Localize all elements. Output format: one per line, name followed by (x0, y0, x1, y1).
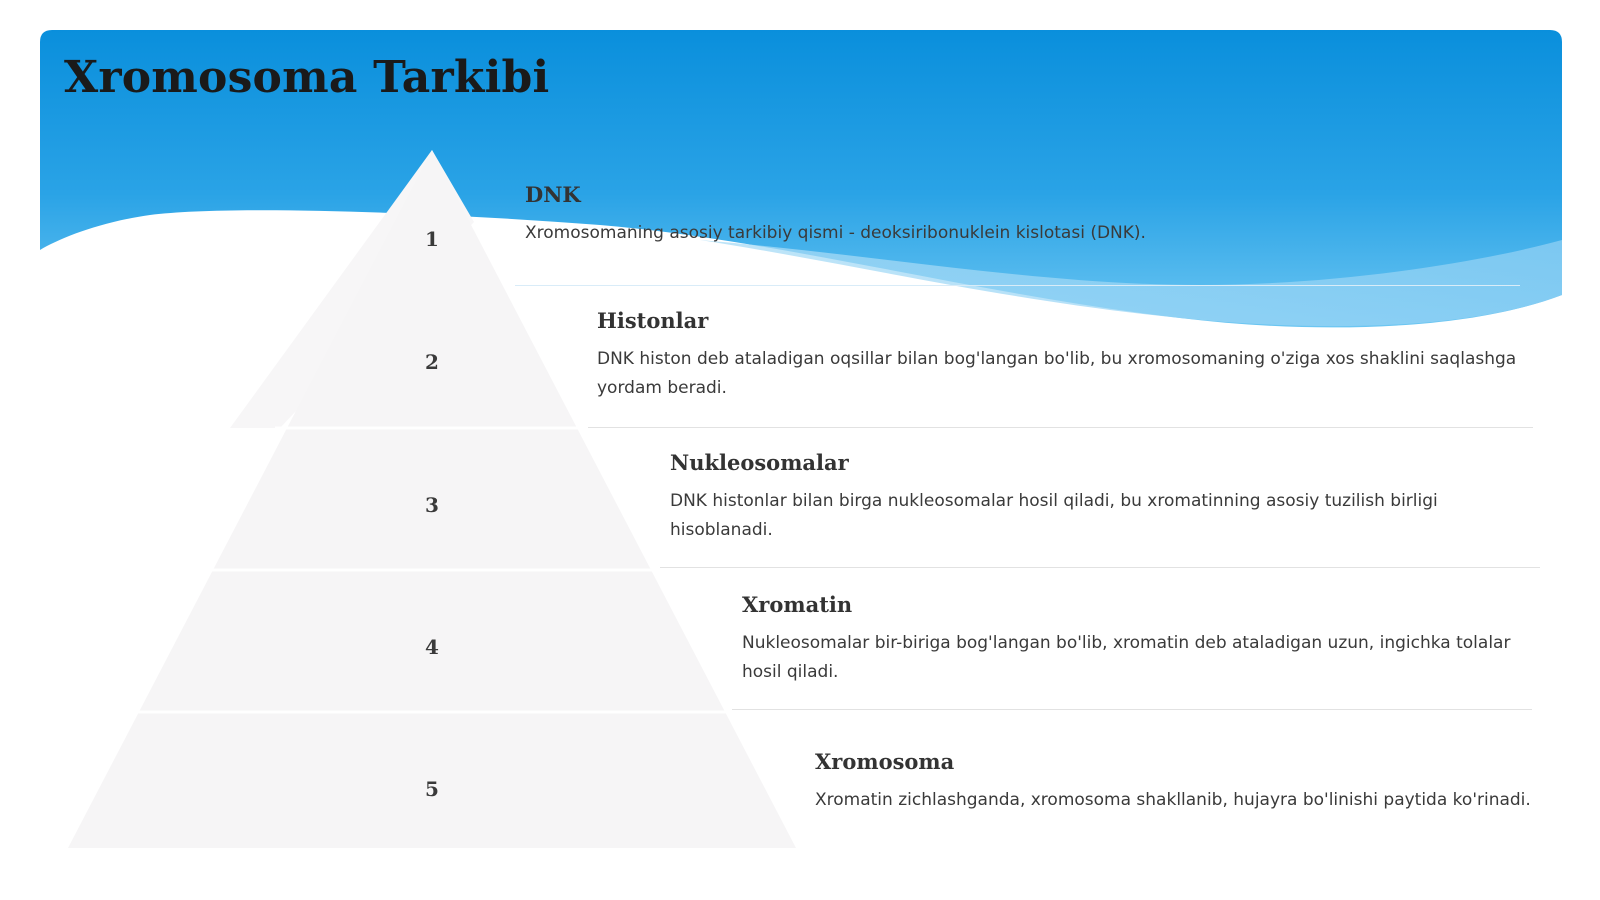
step-3 (670, 450, 1535, 545)
step-title: Histonlar (597, 308, 709, 333)
step-2 (597, 308, 1527, 403)
step-4 (742, 592, 1537, 687)
step-title: DNK (525, 182, 581, 207)
page-title: Xromosoma Tarkibi (64, 52, 550, 103)
step-5 (815, 749, 1595, 815)
step-title: Nukleosomalar (670, 450, 849, 475)
step-number-4: 4 (425, 635, 439, 659)
divider (515, 285, 1520, 286)
step-number-2: 2 (425, 350, 439, 374)
divider (660, 567, 1540, 568)
step-1 (525, 182, 1565, 248)
step-number-1: 1 (425, 227, 439, 251)
step-description: Nukleosomalar bir-biriga bog'langan bo'lib, xromatin deb ataladigan uzun, ingichka tolalar hosil qiladi. (742, 633, 1511, 682)
step-description: Xromosomaning asosiy tarkibiy qismi - deoksiribonuklein kislotasi (DNK). (525, 223, 1146, 243)
step-number-5: 5 (425, 777, 439, 801)
step-description: DNK histon deb ataladigan oqsillar bilan bog'langan bo'lib, bu xromosomaning o'ziga xos shaklini saqlashga yordam beradi. (597, 349, 1517, 398)
step-title: Xromosoma (815, 749, 955, 774)
divider (588, 427, 1533, 428)
step-number-3: 3 (425, 493, 439, 517)
step-description: DNK histonlar bilan birga nukleosomalar hosil qiladi, bu xromatinning asosiy tuzilish birligi hisoblanadi. (670, 491, 1438, 540)
divider (732, 709, 1532, 710)
step-title: Xromatin (742, 592, 853, 617)
step-description: Xromatin zichlashganda, xromosoma shakllanib, hujayra bo'linishi paytida ko'rinadi. (815, 790, 1531, 810)
